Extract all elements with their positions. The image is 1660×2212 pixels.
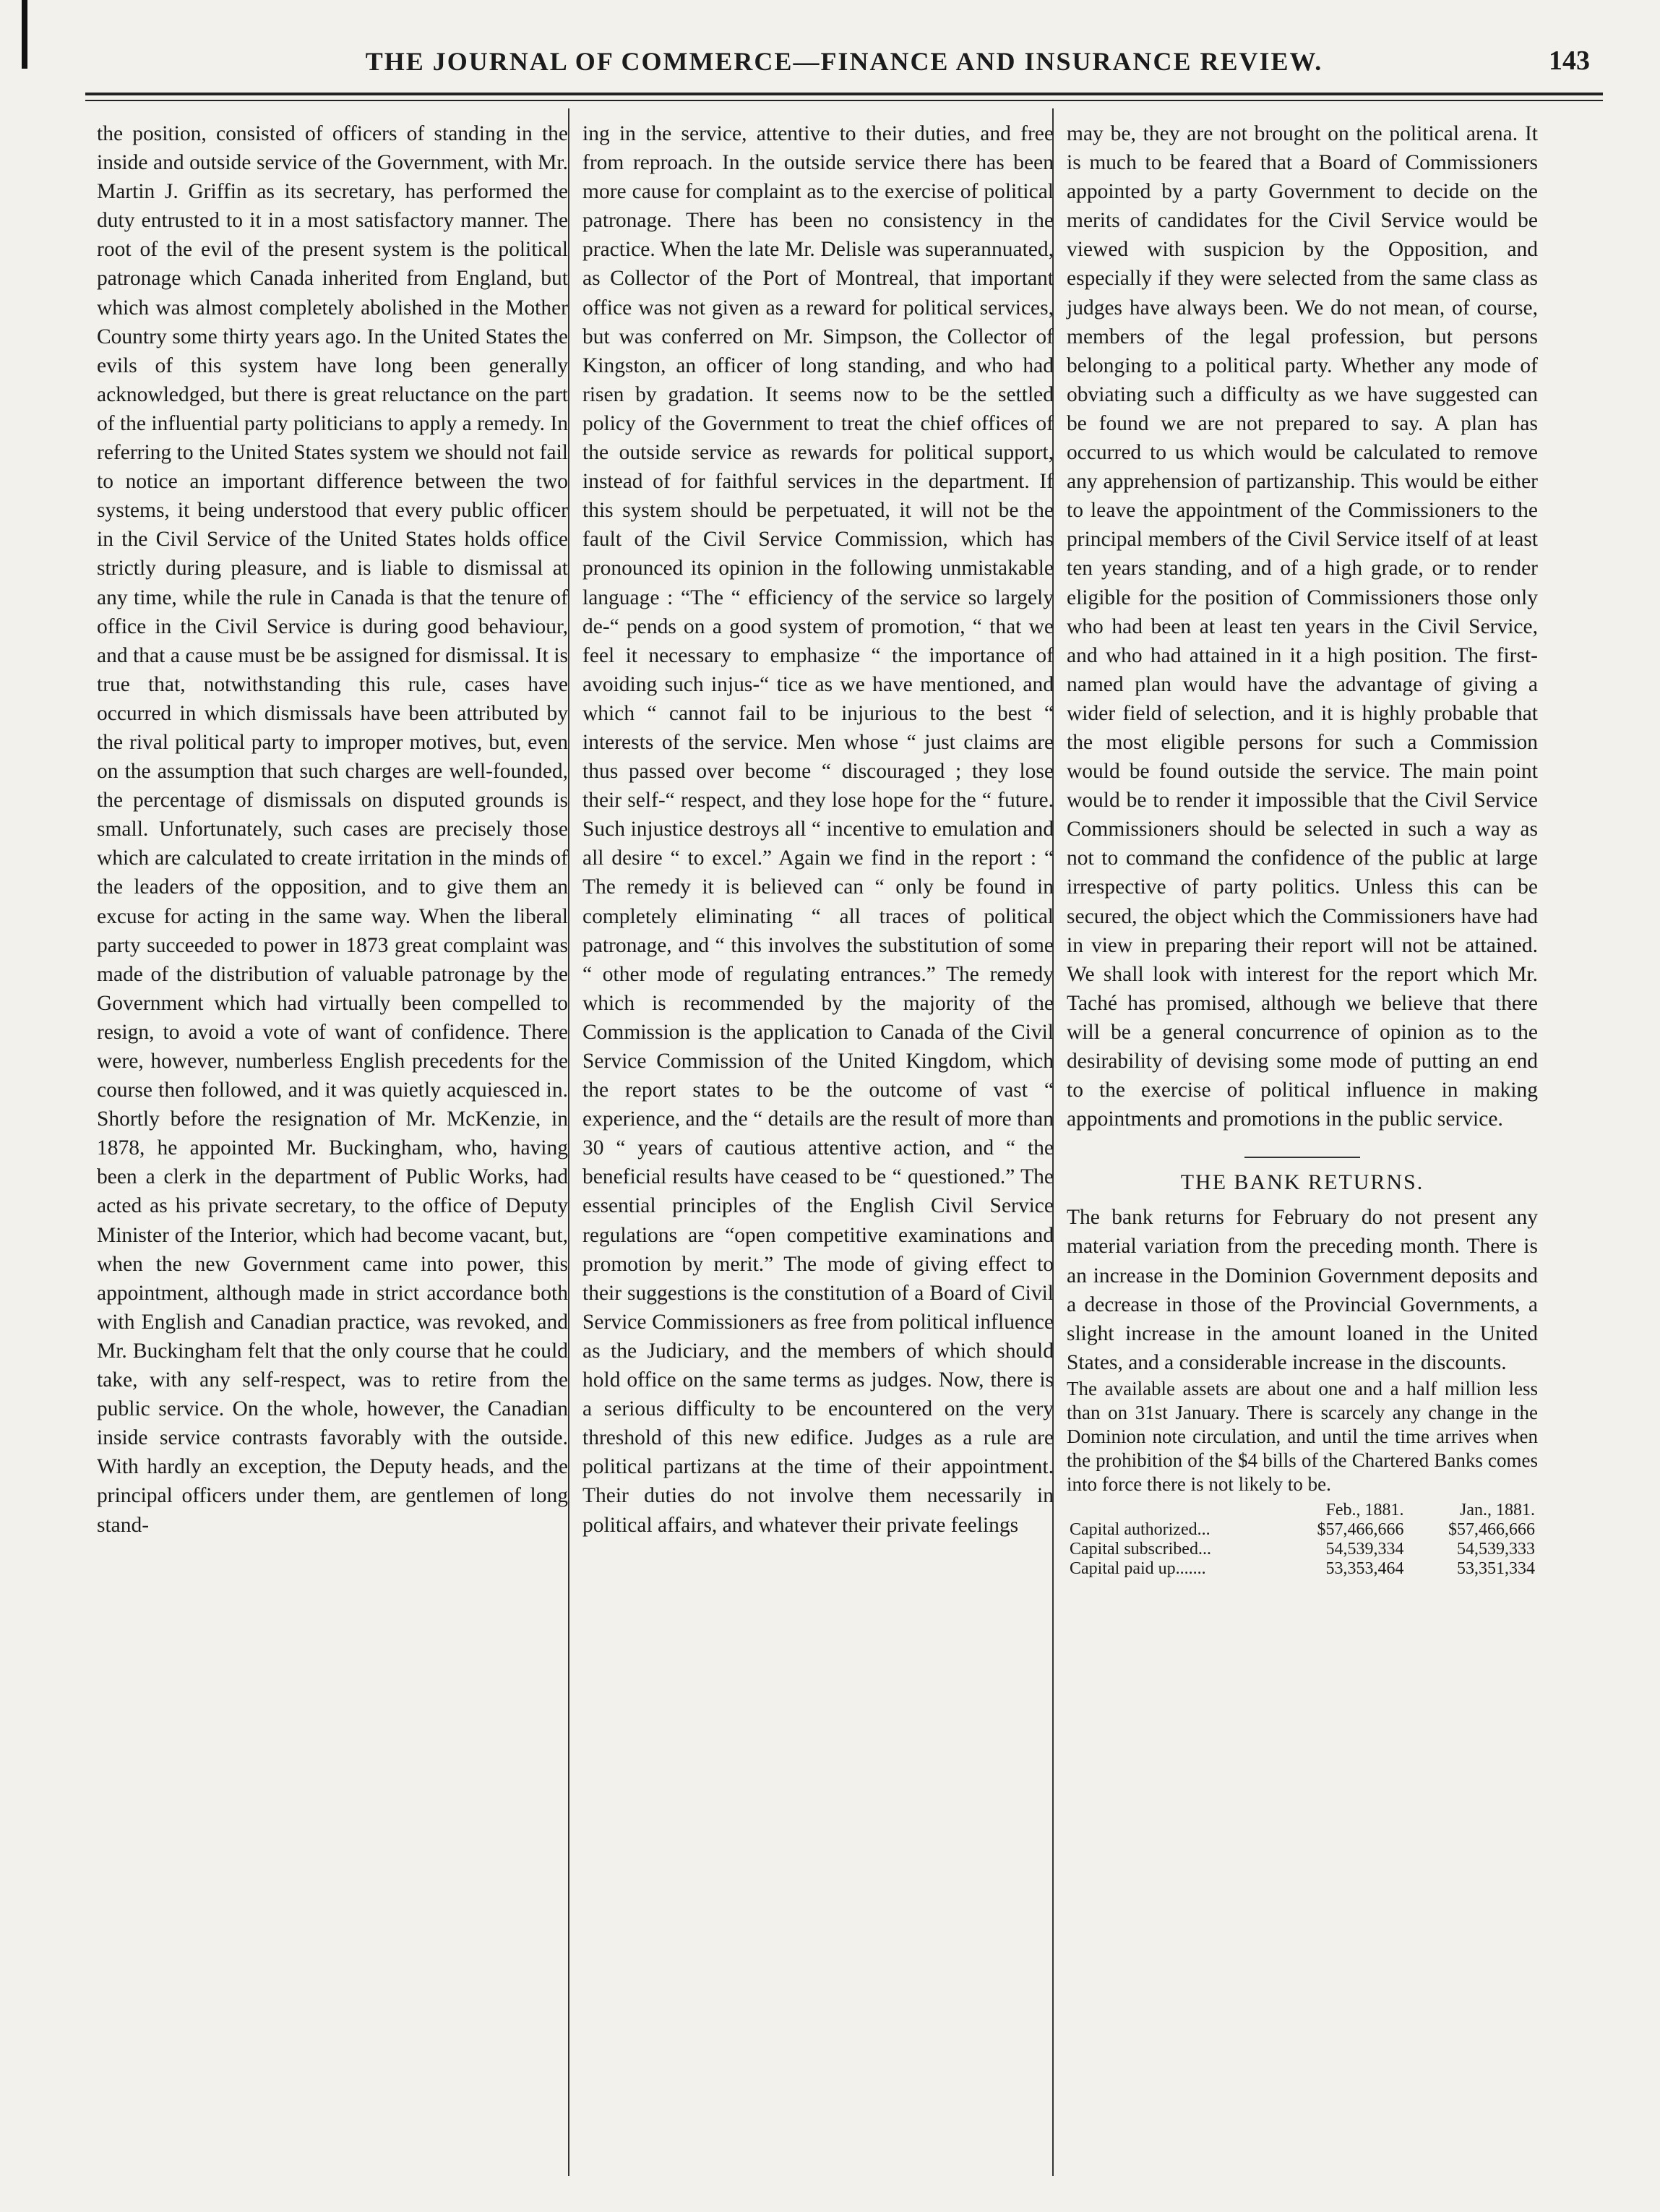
capital-table bbox=[1067, 1501, 1538, 1579]
journal-title: THE JOURNAL OF COMMERCE—FINANCE AND INSURANCE REVIEW. bbox=[365, 47, 1323, 76]
row-jan: $57,466,666 bbox=[1448, 1519, 1535, 1539]
article-column-3 bbox=[1067, 119, 1538, 1579]
row-feb: 54,539,334 bbox=[1325, 1539, 1404, 1559]
row-label: Capital subscribed... bbox=[1070, 1539, 1211, 1559]
header-blank bbox=[1067, 1501, 1276, 1520]
page-number: 143 bbox=[1549, 46, 1590, 76]
article-column-1 bbox=[97, 119, 568, 1540]
scan-edge-mark bbox=[22, 0, 27, 69]
table-row bbox=[1067, 1559, 1538, 1579]
row-feb: 53,353,464 bbox=[1325, 1559, 1404, 1578]
column-2-text: ing in the service, attentive to their duties, and free from reproach. In the outside service there has been more cause for complaint as to the exercise of political patronage. There has been no consistency in the practice. When the late Mr. Delisle was superannuated, as Collector of the Port of Montreal, that important office was not given as a reward for political services, but was conferred on Mr. Simpson, the Collector of Kingston, an officer of long standing, and who had risen by gradation. It seems now to be the settled policy of the Government to treat the chief offices of the outside service as rewards for political support, instead of for faithful services in the department. If this system should be perpetuated, it will not be the fault of the Civil Service Commission, which has pronounced its opinion in the following unmistakable language : “The “ efficiency of the service so largely de-“ pends on a good system of promotion, “ that we feel it necessary to emphasize “ the importance of avoiding such injus-“ tice as we have mentioned, and which “ cannot fail to be injurious to the best “ interests of the service. Men whose “ just claims are thus passed over become “ discouraged ; they lose their self-“ respect, and they lose hope for the “ future. Such injustice destroys all “ incentive to emulation and all desire “ to excel.” Again we find in the report : “ The remedy it is believed can “ only be found in completely eliminating “ all traces of political patronage, and “ this involves the substitution of some “ other mode of regulating entrances.” The remedy which is recommended by the majority of the Commission is the application to Canada of the Civil Service Commission of the United Kingdom, which the report states to be the outcome of vast “ experience, and the “ details are the result of more than 30 “ years of cautious attentive action, and “ the beneficial results have ceased to be “ questioned.” The essential principles of the English Civil Service regulations are “open competitive examinations and promotion by merit.” The mode of giving effect to their suggestions is the constitution of a Board of Civil Service Commissioners as free from political influence as the Judiciary, and the members of which should hold office on the same terms as judges. Now, there is a serious difficulty to be encountered on the very threshold of this new edifice. Judges as a rule are political partizans at the time of their appointment. Their duties do not involve them necessarily in political affairs, and whatever their private feelings bbox=[582, 122, 1054, 1537]
column-3-text: may be, they are not brought on the political arena. It is much to be feared that a Board of Commissioners appointed by a party Government to decide on the merits of candidates for the Civil Service would be viewed with suspicion by the Opposition, and especially if they were selected from the same class as judges have always been. We do not mean, of course, members of the legal profession, but persons belonging to a political party. Whether any mode of obviating such a difficulty as we have suggested can be found we are not prepared to say. A plan has occurred to us which would be calculated to remove any apprehension of partizanship. This would be either to leave the appointment of the Commissioners to the principal members of the Civil Service itself of at least ten years standing, and of a high grade, or to render eligible for the position of Commissioners those only who had been at least ten years in the Civil Service, and who had attained in it a high position. The first-named plan would have the advantage of giving a wider field of selection, and it is highly probable that the most eligible persons for such a Commission would be found outside the service. The main point would be to render it impossible that the Civil Service Commissioners should be selected in such a way as not to command the confidence of the public at large irrespective of party politics. Unless this can be secured, the object which the Commissioners have had in view in preparing their report will not be attained. We shall look with interest for the report which Mr. Taché has promised, although we believe that there will be a general concurrence of opinion as to the desirability of devising some mode of putting an end to the exercise of political influence in making appointments and promotions in the public service. bbox=[1067, 122, 1538, 1131]
page-header bbox=[85, 42, 1603, 93]
row-jan: 54,539,333 bbox=[1457, 1539, 1535, 1559]
row-feb: $57,466,666 bbox=[1317, 1519, 1404, 1539]
article-column-2 bbox=[582, 119, 1054, 1540]
header-feb: Feb., 1881. bbox=[1325, 1500, 1404, 1519]
bank-returns-paragraph-2: The available assets are about one and a half million less than on 31st January. There is scarcely any change in the Dominion note circulation, and until the time arrives when the prohibition of the $4 bills of the Chartered Banks comes into force there is not likely to be. bbox=[1067, 1377, 1538, 1495]
row-jan: 53,351,334 bbox=[1457, 1559, 1535, 1578]
column-1-text: the position, consisted of officers of standing in the inside and outside service of the Government, with Mr. Martin J. Griffin as its secretary, has performed the duty entrusted to it in a most satisfactory manner. The root of the evil of the present system is the political patronage which Canada inherited from England, but which was almost completely abolished in the Mother Country some thirty years ago. In the United States the evils of this system have long been generally acknowledged, but there is great reluctance on the part of the influential party politicians to apply a remedy. In referring to the United States system we should not fail to notice an important difference between the two systems, it being understood that every public officer in the Civil Service of the United States holds office strictly during pleasure, and is liable to dismissal at any time, while the rule in Canada is that the tenure of office in the Civil Service is during good behaviour, and that a cause must be be assigned for dismissal. It is true that, notwithstanding this rule, cases have occurred in which dismissals have been attributed by the rival political party to improper motives, but, even on the assumption that such charges are well-founded, the percentage of dismissals on disputed grounds is small. Unfortunately, such cases are precisely those which are calculated to create irritation in the minds of the leaders of the opposition, and to give them an excuse for acting in the same way. When the liberal party succeeded to power in 1873 great complaint was made of the distribution of valuable patronage by the Government which had virtually been compelled to resign, to avoid a vote of want of confidence. There were, however, numberless English precedents for the course then followed, and it was quietly acquiesced in. Shortly before the resignation of Mr. McKenzie, in 1878, he appointed Mr. Buckingham, who, having been a clerk in the department of Public Works, had acted as his private secretary, to the office of Deputy Minister of the Interior, which had become vacant, but, when the new Government came into power, this appointment, although made in strict accordance both with English and Canadian practice, was revoked, and Mr. Buckingham felt that the only course that he could take, with any self-respect, was to retire from the public service. On the whole, however, the Canadian inside service contrasts favorably with the outside. With hardly an exception, the Deputy heads, and the principal officers under them, are gentlemen of long stand- bbox=[97, 122, 568, 1537]
table-row bbox=[1067, 1520, 1538, 1540]
header-rule-thick bbox=[85, 93, 1603, 95]
row-label: Capital paid up....... bbox=[1070, 1559, 1206, 1578]
header-jan: Jan., 1881. bbox=[1460, 1500, 1535, 1519]
row-label: Capital authorized... bbox=[1070, 1519, 1210, 1539]
section-divider bbox=[1244, 1157, 1360, 1158]
bank-returns-paragraph: The bank returns for February do not present any material variation from the preceding month. There is an increase in the Dominion Government deposits and a decrease in those of the Provincial Governments, a slight increase in the amount loaned in the United States, and a considerable increase in the discounts. bbox=[1067, 1206, 1538, 1374]
table-row bbox=[1067, 1540, 1538, 1559]
capital-table-header bbox=[1067, 1501, 1538, 1520]
bank-returns-heading: THE BANK RETURNS. bbox=[1180, 1170, 1424, 1195]
column-divider bbox=[568, 108, 569, 2176]
header-rule-thin bbox=[85, 100, 1603, 101]
